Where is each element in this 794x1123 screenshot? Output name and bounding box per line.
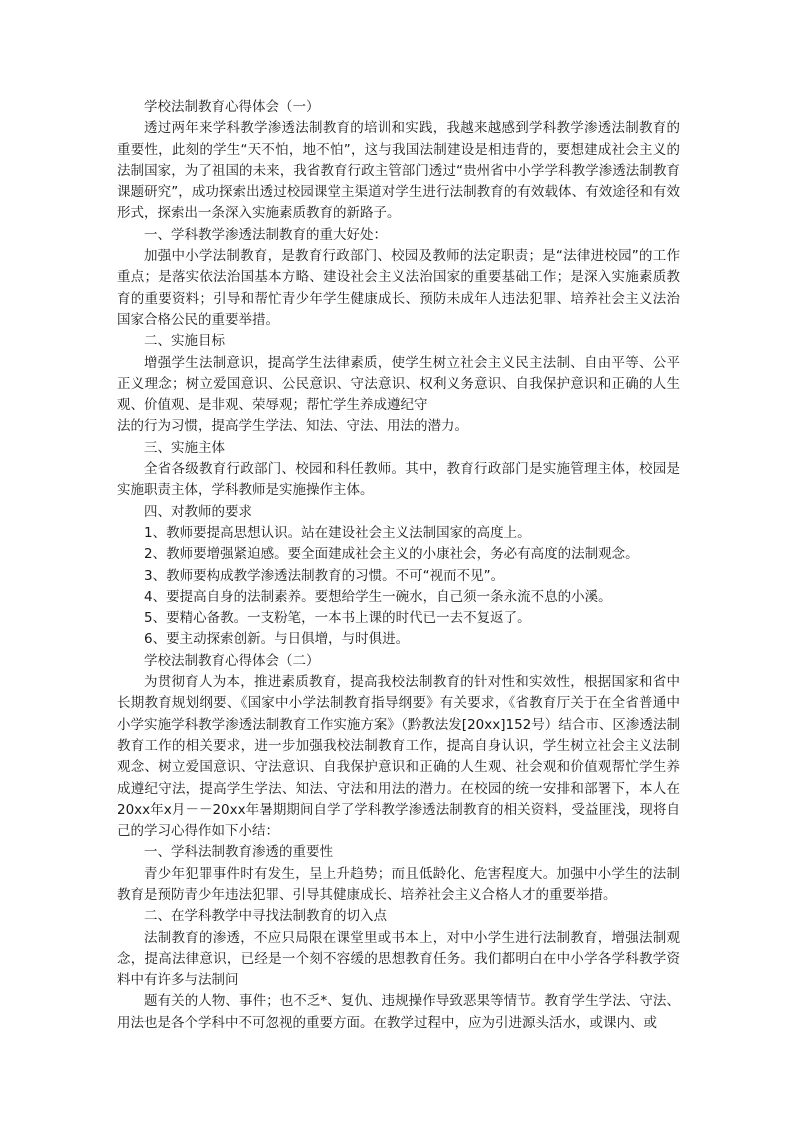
paragraph: 法制教育的渗透，不应只局限在课堂里或书本上，对中小学生进行法制教育，增强法制观念，提高法律意识，已经是一个刻不容缓的思想教育任务。我们都明白在中小学各学科教学资料中有许多与法制问 xyxy=(117,929,680,989)
paragraph: 加强中小学法制教育，是教育行政部门、校园及教师的法定职责；是“法律进校园”的工作重点；是落实依法治国基本方略、建设社会主义法治国家的重要基础工作；是深入实施素质教育的重要资料；引导和帮忙青少年学生健康成长、预防未成年人违法犯罪、培养社会主义法治国家合格公民的重要举措。 xyxy=(117,248,680,328)
list-item: 3、教师要构成教学渗透法制教育的习惯。不可“视而不见”。 xyxy=(144,567,505,584)
section-title: 学校法制教育心得体会（一） xyxy=(144,99,320,115)
subheading: 四、对教师的要求 xyxy=(144,503,252,520)
paragraph: 透过两年来学科教学渗透法制教育的培训和实践，我越来越感到学科教学渗透法制教育的重要性，此刻的学生“天不怕，地不怕”，这与我国法制建设是相违背的，要想建成社会主义的法制国家，为了祖国的未来，我省教育行政主管部门透过“贵州省中小学学科教学渗透法制教育课题研究”，成功探索出透过校园课堂主渠道对学生进行法制教育的有效载体、有效途径和有效形式，探索出一条深入实施素质教育的新路子。 xyxy=(117,120,680,222)
subheading: 三、实施主体 xyxy=(144,439,225,456)
paragraph: 为贯彻育人为本，推进素质教育，提高我校法制教育的针对性和实效性，根据国家和省中长期教育规划纲要、《国家中小学法制教育指导纲要》有关要求，《省教育厅关于在全省普通中小学实施学科教学渗透法制教育工作实施方案》（黔教法发[20xx]152号）结合市、区渗透法制教育工作的相关要求，进一步加强我校法制教育工作，提高自身认识，学生树立社会主义法制观念、树立爱国意识、守法意识、自我保护意识和正确的人生观、社会观和价值观帮忙学生养成遵纪守法，提高学生学法、知法、守法和用法的潜力。在校园的统一安排和部署下，本人在20xx年x月－－20xx年暑期期间自学了学科教学渗透法制教育的相关资料，受益匪浅，现将自己的学习心得作如下小结： xyxy=(117,674,680,840)
paragraph: 全省各级教育行政部门、校园和科任教师。其中，教育行政部门是实施管理主体，校园是实施职责主体，学科教师是实施操作主体。 xyxy=(117,461,680,499)
subheading: 二、在学科教学中寻找法制教育的切入点 xyxy=(144,908,387,925)
list-item: 4、要提高自身的法制素养。要想给学生一碗水，自己须一条永流不息的小溪。 xyxy=(144,588,612,605)
list-item: 5、要精心备教。一支粉笔，一本书上课的时代已一去不复返了。 xyxy=(144,610,531,627)
section-title: 学校法制教育心得体会（二） xyxy=(144,652,320,669)
subheading: 一、学科法制教育渗透的重要性 xyxy=(144,844,333,861)
paragraph: 法的行为习惯，提高学生学法、知法、守法、用法的潜力。 xyxy=(117,418,468,435)
list-item: 6、要主动探索创新。与日俱增，与时俱进。 xyxy=(144,631,410,648)
paragraph: 增强学生法制意识，提高学生法律素质，使学生树立社会主义民主法制、自由平等、公平正义理念；树立爱国意识、公民意识、守法意识、权利义务意识、自我保护意识和正确的人生观、价值观、是非观、荣辱观；帮忙学生养成遵纪守 xyxy=(117,354,680,414)
list-item: 1、教师要提高思想认识。站在建设社会主义法制国家的高度上。 xyxy=(144,524,531,541)
document-page xyxy=(117,97,680,1034)
list-item: 2、教师要增强紧迫感。要全面建成社会主义的小康社会，务必有高度的法制观念。 xyxy=(144,546,639,563)
subheading: 二、实施目标 xyxy=(144,333,225,350)
paragraph: 题有关的人物、事件；也不乏*、复仇、违规操作导致恶果等情节。教育学生学法、守法、用法也是各个学科中不可忽视的重要方面。在教学过程中，应为引进源头活水，或课内、或 xyxy=(117,993,680,1031)
paragraph: 青少年犯罪事件时有发生，呈上升趋势；而且低龄化、危害程度大。加强中小学生的法制教育是预防青少年违法犯罪、引导其健康成长、培养社会主义合格人才的重要举措。 xyxy=(117,865,680,903)
subheading: 一、学科教学渗透法制教育的重大好处： xyxy=(144,226,387,243)
